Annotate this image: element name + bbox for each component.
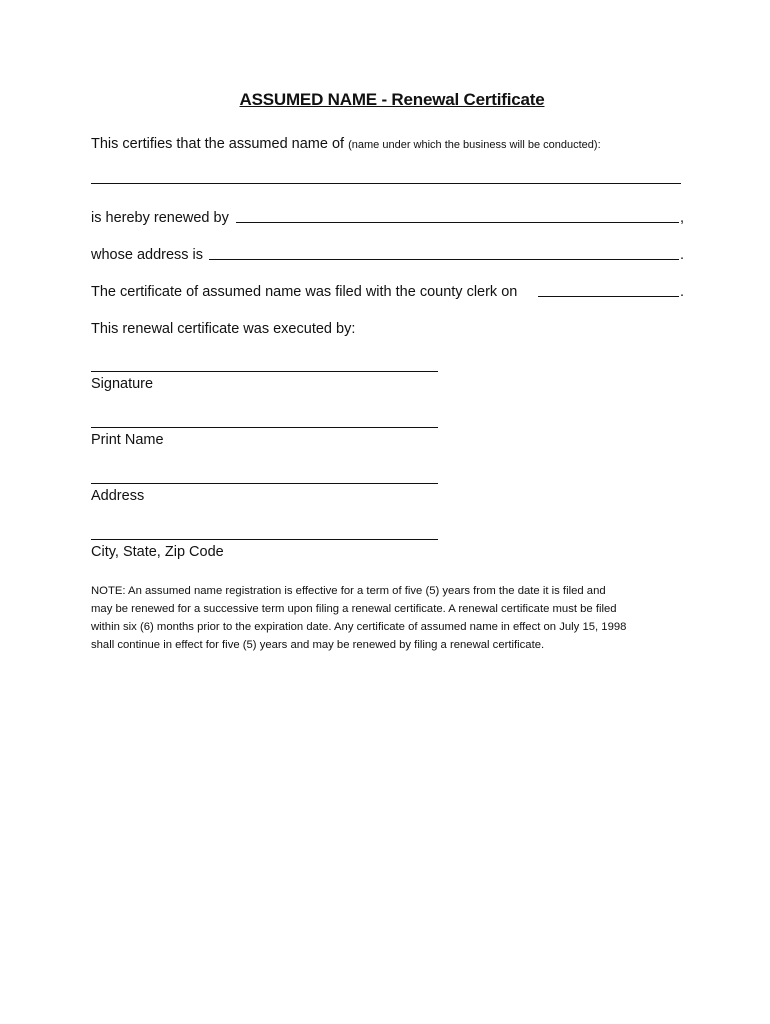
note-line: within six (6) months prior to the expiration date. Any certificate of assumed name in effect on July 15, 1998 xyxy=(91,621,627,633)
assumed-name-blank[interactable] xyxy=(91,183,681,184)
executed-label: This renewal certificate was executed by: xyxy=(91,321,356,337)
renewed-by-blank[interactable] xyxy=(236,222,679,223)
city-state-zip-blank[interactable] xyxy=(91,539,438,540)
filed-label: The certificate of assumed name was filed with the county clerk on xyxy=(91,284,518,300)
note-paragraph xyxy=(91,582,701,654)
renewed-by-comma: , xyxy=(680,210,685,226)
address-label: whose address is xyxy=(91,247,204,263)
intro-paren-text: (name under which the business will be conducted): xyxy=(348,139,601,151)
intro-main-text: This certifies that the assumed name of xyxy=(91,136,345,152)
renewed-by-label: is hereby renewed by xyxy=(91,210,229,226)
signature-blank[interactable] xyxy=(91,371,438,372)
signature-label: Signature xyxy=(91,376,154,392)
print-name-blank[interactable] xyxy=(91,427,438,428)
address-block-blank[interactable] xyxy=(91,483,438,484)
address-period: . xyxy=(680,247,685,263)
filed-date-blank[interactable] xyxy=(538,296,679,297)
note-line: NOTE: An assumed name registration is effective for a term of five (5) years from the date it is filed and xyxy=(91,585,606,597)
note-line: may be renewed for a successive term upon filing a renewal certificate. A renewal certificate must be filed xyxy=(91,603,617,615)
note-line: shall continue in effect for five (5) years and may be renewed by filing a renewal certificate. xyxy=(91,639,545,651)
intro-line xyxy=(91,136,601,152)
address-blank[interactable] xyxy=(209,259,679,260)
document-title: ASSUMED NAME - Renewal Certificate xyxy=(239,90,545,109)
print-name-label: Print Name xyxy=(91,432,164,448)
address-block-label: Address xyxy=(91,488,145,504)
city-state-zip-label: City, State, Zip Code xyxy=(91,544,224,560)
filed-period: . xyxy=(680,284,685,300)
